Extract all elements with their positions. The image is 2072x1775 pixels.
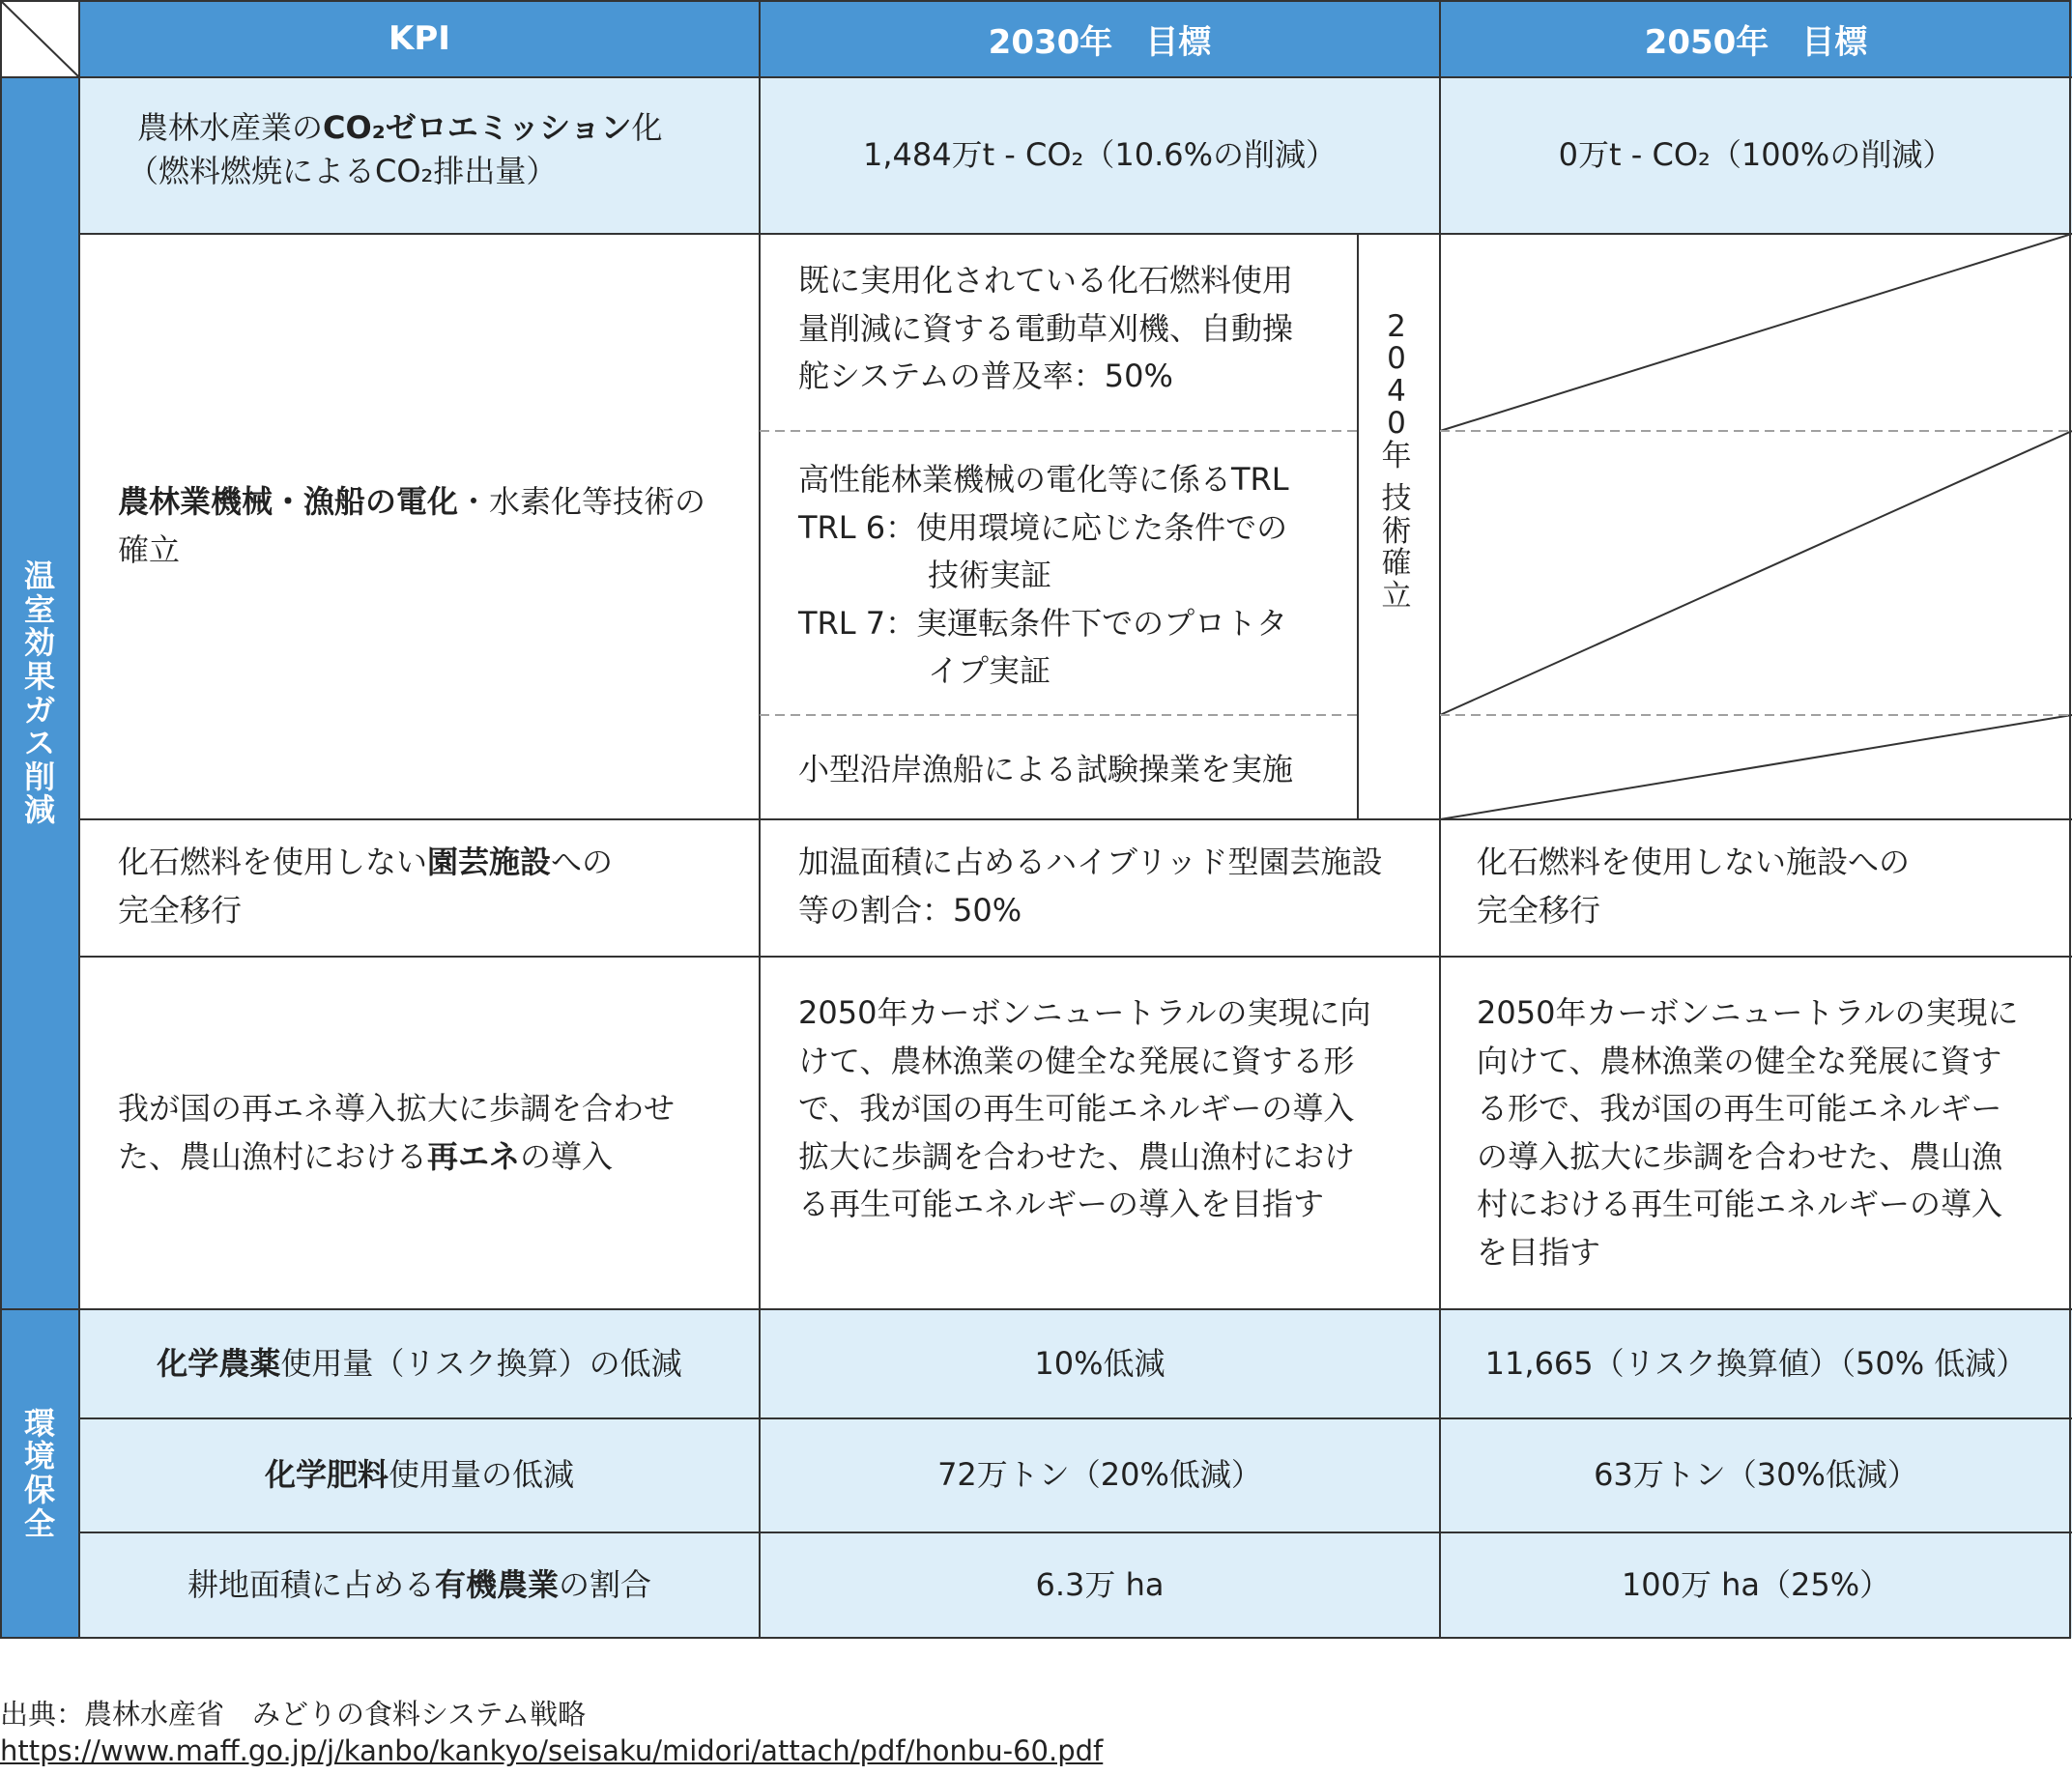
row-organic-2050: 100万 ha（25%） <box>1621 1565 1891 1603</box>
horticulture-kpi-text: 化石燃料を使用しない <box>118 844 428 880</box>
electrification-kpi-dot: ・ <box>273 483 304 521</box>
sub2-line: イプ実証 <box>928 652 1051 690</box>
organic-kpi-bold: 有機農業 <box>434 1565 559 1603</box>
vertical-char: 4 <box>1387 373 1406 409</box>
co2-kpi-text: 農林水産業の <box>137 109 324 146</box>
vertical-char: ス <box>23 725 55 762</box>
renewable-2050-line: の導入拡大に歩調を合わせた、農山漁 <box>1477 1137 2003 1175</box>
horticulture-2050-line: 化石燃料を使用しない施設への <box>1477 844 1911 880</box>
vertical-char: 室 <box>23 590 55 628</box>
co2-kpi-suffix: 化 <box>631 109 663 146</box>
fertilizer-kpi-bold: 化学肥料 <box>264 1456 388 1494</box>
organic-kpi-text: 耕地面積に占める <box>187 1565 435 1603</box>
vertical-char: 減 <box>23 791 55 829</box>
source-url-link[interactable]: https://www.maff.go.jp/j/kanbo/kankyo/seisaku/midori/attach/pdf/honbu-60.pdf <box>0 1734 1104 1767</box>
sub1-line: 舵システムの普及率：50% <box>798 358 1173 395</box>
header-2050-target: 2050年 目標 <box>1440 0 2072 77</box>
row-co2-2030: 1,484万t - CO₂（10.6%の削減） <box>862 136 1338 174</box>
renewable-2030-line: る再生可能エネルギーの導入を目指す <box>798 1186 1325 1223</box>
header-2030-target: 2030年 目標 <box>760 0 1440 77</box>
renewable-2050-line: 向けて、農林漁業の健全な発展に資す <box>1477 1042 2002 1079</box>
horticulture-kpi-suffix: への <box>551 844 614 880</box>
vertical-char: 効 <box>23 624 55 662</box>
vertical-char: 2 <box>1387 309 1406 344</box>
renewable-2030-line: 2050年カーボンニュートラルの実現に向 <box>798 994 1371 1031</box>
horticulture-kpi-line2: 完全移行 <box>118 891 243 929</box>
vertical-char: 果 <box>23 657 55 695</box>
renewable-2050-line: 村における再生可能エネルギーの導入 <box>1477 1186 2003 1223</box>
vertical-char: 削 <box>23 758 55 795</box>
vertical-char: 術 <box>1381 513 1412 549</box>
vertical-char: 確 <box>1381 546 1412 582</box>
renewable-2050-line: る形で、我が国の再生可能エネルギー <box>1477 1090 2002 1128</box>
row-fertilizer-2050: 63万トン（30%低減） <box>1594 1456 1918 1494</box>
electrification-kpi-bold1: 農林業機械 <box>118 483 273 521</box>
sub2-line: TRL 6：使用環境に応じた条件での <box>798 508 1288 546</box>
renewable-kpi-text: た、農山漁村における <box>118 1137 428 1175</box>
electrification-sub3: 小型沿岸漁船による試験操業を実施 <box>798 751 1294 787</box>
pesticide-kpi-text: 使用量（リスク換算）の低減 <box>280 1344 682 1382</box>
row-pesticide-2030: 10%低減 <box>1034 1344 1166 1382</box>
pesticide-kpi-bold: 化学農薬 <box>157 1344 281 1382</box>
renewable-2030-line: けて、農林漁業の健全な発展に資する形 <box>798 1042 1355 1079</box>
co2-kpi-bold: CO₂ゼロエミッション <box>323 109 632 146</box>
sub1-line: 既に実用化されている化石燃料使用 <box>798 262 1294 299</box>
electrification-kpi-bold2: 漁船の電化 <box>303 483 459 521</box>
horticulture-kpi-bold: 園芸施設 <box>427 844 552 880</box>
header-kpi: KPI <box>79 0 760 77</box>
renewable-2030-line: で、我が国の再生可能エネルギーの導入 <box>798 1090 1355 1128</box>
vertical-char: 技 <box>1381 481 1412 517</box>
vertical-char: 温 <box>23 558 55 595</box>
sub2-line: 高性能林業機械の電化等に係るTRL <box>798 461 1289 498</box>
renewable-2030-line: 拡大に歩調を合わせた、農山漁村におけ <box>798 1137 1356 1175</box>
row-fertilizer-2030: 72万トン（20%低減） <box>937 1456 1262 1494</box>
vertical-char: 境 <box>23 1438 55 1475</box>
horticulture-2030-line: 加温面積に占めるハイブリッド型園芸施設 <box>798 844 1383 880</box>
sub2-line: TRL 7：実運転条件下でのプロトタ <box>798 604 1288 642</box>
vertical-char: 立 <box>1381 578 1412 614</box>
row-pesticide-2050: 11,665（リスク換算値）（50% 低減） <box>1484 1344 2028 1382</box>
row-organic-2030: 6.3万 ha <box>1035 1565 1165 1603</box>
vertical-char: ガ <box>23 691 55 729</box>
fertilizer-kpi-text: 使用量の低減 <box>388 1456 575 1494</box>
renewable-kpi-bold: 再エネ <box>427 1137 521 1175</box>
source-label: 出典：農林水産省 みどりの食料システム戦略 <box>0 1698 587 1731</box>
renewable-2050-line: 2050年カーボンニュートラルの実現に <box>1477 994 2019 1031</box>
renewable-kpi-suffix: の導入 <box>520 1137 614 1175</box>
electrification-kpi-text: ・水素化等技術の <box>458 483 706 521</box>
vertical-char: 保 <box>23 1472 55 1508</box>
sub2-line: 技術実証 <box>928 557 1052 594</box>
vertical-char: 環 <box>23 1404 55 1442</box>
vertical-char: 全 <box>23 1504 55 1542</box>
co2-kpi-subtext: （燃料燃焼によるCO₂排出量） <box>128 152 558 189</box>
vertical-char: 年 <box>1381 438 1412 473</box>
vertical-char: 0 <box>1387 406 1406 442</box>
electrification-kpi-line2: 確立 <box>118 531 181 568</box>
horticulture-2050-line: 完全移行 <box>1477 891 1601 929</box>
renewable-kpi-line1: 我が国の再エネ導入拡大に歩調を合わせ <box>118 1089 676 1127</box>
horticulture-2030-line: 等の割合：50% <box>798 891 1022 929</box>
sub1-line: 量削減に資する電動草刈機、自動操 <box>798 309 1294 347</box>
vertical-char: 0 <box>1387 341 1406 377</box>
renewable-2050-line: を目指す <box>1477 1233 1601 1271</box>
row-co2-2050: 0万t - CO₂（100%の削減） <box>1558 136 1954 174</box>
source-url-container <box>0 1734 1103 1767</box>
organic-kpi-suffix: の割合 <box>559 1565 652 1603</box>
